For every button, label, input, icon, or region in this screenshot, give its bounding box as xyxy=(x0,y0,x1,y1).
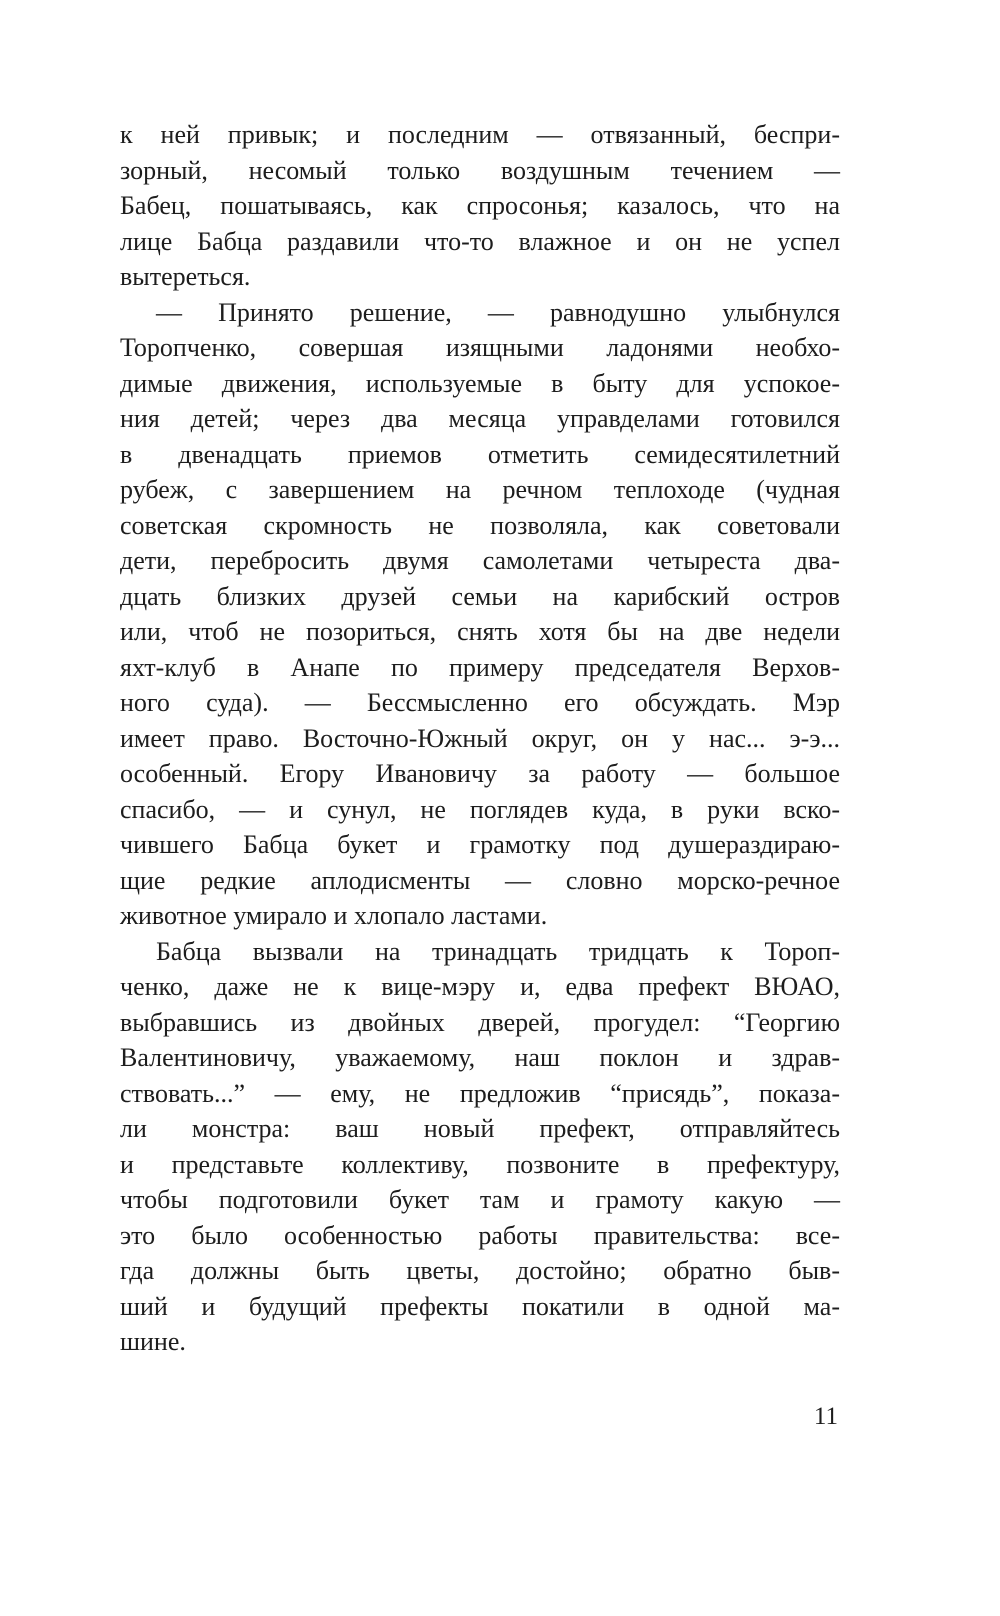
text-line: имеет право. Восточно-Южный округ, он у нас... э-э... xyxy=(120,723,840,753)
text-line: Бабец, пошатываясь, как спросонья; казалось, что на xyxy=(120,191,840,220)
text-line: в двенадцать приемов отметить семидесятилетний xyxy=(120,439,840,469)
text-line: щие редкие аплодисменты — словно морско-речное xyxy=(120,865,840,895)
text-line: и представьте коллективу, позвоните в префектуру, xyxy=(120,1149,840,1179)
text-line: яхт-клуб в Анапе по примеру председателя Верхов- xyxy=(120,652,840,682)
text-line: шине. xyxy=(120,1327,186,1356)
text-line: димые движения, используемые в быту для успокое- xyxy=(120,368,840,398)
text-line: животное умирало и хлопало ластами. xyxy=(120,901,548,930)
text-line: ствовать...” — ему, не предложив “присядь”, показа- xyxy=(120,1078,840,1108)
text-line: — Принято решение, — равнодушно улыбнулся xyxy=(156,297,840,327)
text-line: ния детей; через два месяца управделами готовился xyxy=(120,404,840,433)
text-line: гда должны быть цветы, достойно; обратно быв- xyxy=(120,1256,840,1285)
page-number: 11 xyxy=(813,1403,838,1430)
text-line: особенный. Егору Ивановичу за работу — большое xyxy=(120,759,840,788)
text-line: Валентиновичу, уважаемому, наш поклон и здрав- xyxy=(120,1043,840,1072)
text-line: ченко, даже не к вице-мэру и, едва префект ВЮАО, xyxy=(120,972,840,1001)
text-line: выбравшись из двойных дверей, прогудел: “Георгию xyxy=(120,1007,840,1037)
text-line: Торопченко, совершая изящными ладонями необхо- xyxy=(120,333,840,362)
text-line: зорный, несомый только воздушным течением — xyxy=(120,155,840,185)
text-line: это было особенностью работы правительства: все- xyxy=(120,1220,840,1250)
text-line: дети, перебросить двумя самолетами четыреста два- xyxy=(120,546,840,575)
text-line: спасибо, — и сунул, не поглядев куда, в руки вско- xyxy=(120,794,840,824)
text-line: вытереться. xyxy=(120,262,251,291)
text-line: ного суда). — Бессмысленно его обсуждать. Мэр xyxy=(120,688,840,717)
text-line: лице Бабца раздавили что-то влажное и он не успел xyxy=(120,226,840,256)
text-line: ший и будущий префекты покатили в одной ма- xyxy=(120,1291,840,1321)
text-line: чтобы подготовили букет там и грамоту какую — xyxy=(120,1185,840,1214)
text-line: к ней привык; и последним — отвязанный, беспри- xyxy=(120,120,840,149)
text-line: или, чтоб не позориться, снять хотя бы на две недели xyxy=(120,617,840,646)
text-line: ли монстра: ваш новый префект, отправляйтесь xyxy=(120,1114,840,1143)
text-line: Бабца вызвали на тринадцать тридцать к Тороп- xyxy=(156,936,840,966)
text-line: рубеж, с завершением на речном теплоходе (чудная xyxy=(120,475,840,504)
text-line: советская скромность не позволяла, как советовали xyxy=(120,510,840,540)
text-line: дцать близких друзей семьи на карибский остров xyxy=(120,581,840,611)
body-text xyxy=(120,117,840,1360)
text-line: чившего Бабца букет и грамотку под душераздираю- xyxy=(120,830,840,859)
